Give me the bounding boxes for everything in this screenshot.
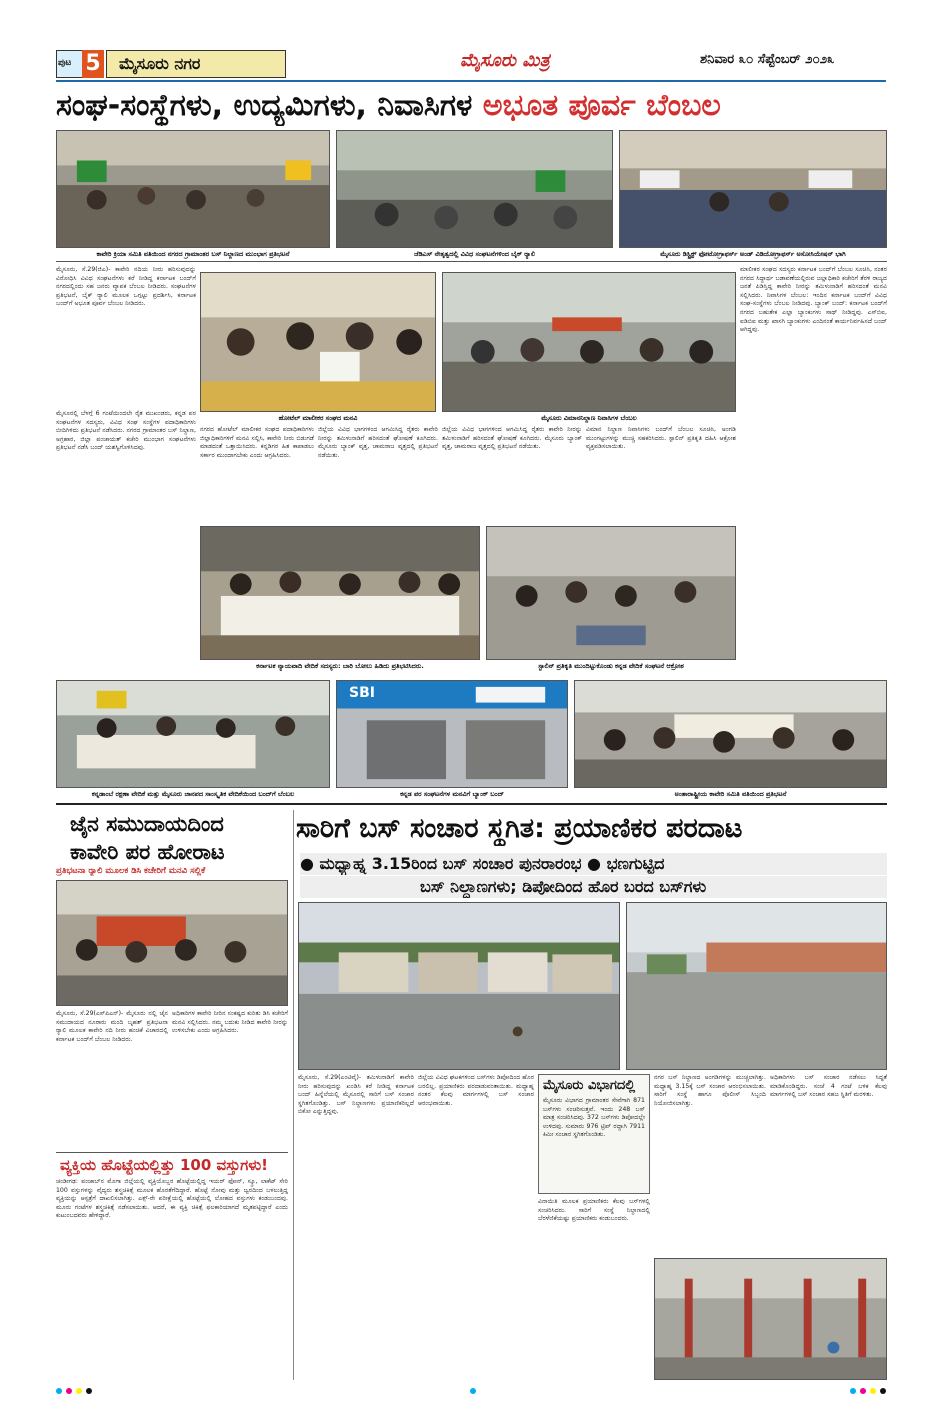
- bus-story-body-2: ಜಿಲ್ಲೆಯ ವಿವಿಧ ಘಟಕಗಳಿಂದ ಬಸ್‌ಗಳು ಡಿಪೋದಿಂದ ಹೊರ ಬರಲಿಲ್ಲ. ಪ್ರಯಾಣಿಕರು ಪರದಾಡುವಂತಾಯಿತು. ಮಧ್ಯಾಹ್ನ ನಂತರ ಕೆಲವು ಮಾರ್ಗಗಳಲ್ಲಿ ಬಸ್ ಸಂಚಾರ ಆರಂಭವಾಯಿತು.: [418, 1074, 534, 1107]
- article-col5-text: ಮಾಲೀಕರ ಸಂಘದ ಸದಸ್ಯರು ಕರ್ನಾಟಕ ಬಂದ್‌ಗೆ ಬೆಂಬಲ ಸೂಚಿಸಿ, ನಂತರ ನಗರದ ಸಿದ್ಧಾರ್ಥ ಬಡಾವಣೆಯಲ್ಲಿರುವ ಜಲ್ಲಾಧಿಕಾರಿ ಕಚೇರಿಗೆ ತೆರಳಿ ರಾಜ್ಯದ ಜನತೆ ಪಿಡಿಸ್ತಿದ್ದ ಕಾವೇರಿ ನೀರನ್ನು ತಮಿಳುನಾಡಿಗೆ ಹರಿಸದಂತೆ ಮನವಿ ಸಲ್ಲಿಸಿದರು. ನಿವಾಸಿಗಳ ಬೆಂಬಲ: ಇಂದಿನ ಕರ್ನಾಟಕ ಬಂದ್‌ಗೆ ವಿವಿಧ ಸಂಘ-ಸಂಸ್ಥೆಗಳು ಬೆಂಬಲ ನೀಡಿದವು. ಬ್ಯಾಂಕ್ ಬಂದ್: ಕರ್ನಾಟಕ ಬಂದ್‌ಗೆ ನಗರದ ಬಹುತೇಕ ಎಲ್ಲಾ ಬ್ಯಾಂಕುಗಳು ಸಾಥ್ ನೀಡಿದ್ದವು. ಎಸ್‌ಬಿಐ, ಐಡಿಬಿಐ ಮತ್ತು ಖಾಸಗಿ ಬ್ಯಾಂಕುಗಳು ಎಂದಿನಂತೆ ಕಾರ್ಯನಿರ್ವಹಿಸದೆ ಬಂದ್ ಆಗಿದ್ದವು.: [740, 266, 887, 334]
- bus-story-body-3: ವಿನಾಯಿತಿ ಮೂಲಕ ಪ್ರಯಾಣಿಕರು ಕೆಲವು ಬಸ್‌ಗಳಲ್ಲಿ ಸಂಚರಿಸಿದರು. ಸಾರಿಗೆ ಸಂಸ್ಥೆ ನಿಲ್ದಾಣದಲ್ಲಿ ಬೆರಳೆಣಿಕೆಯಷ್ಟು ಪ್ರಯಾಣಿಕರು ಕಂಡುಬಂದರು.: [538, 1198, 650, 1223]
- photo-lawyers-forum: [200, 526, 480, 660]
- registration-mark-cyan: [56, 1388, 62, 1394]
- article-col2-text: ನಗರದ ಹೋಟೆಲ್ ಮಾಲೀಕರ ಸಂಘದ ಪದಾಧಿಕಾರಿಗಳು ಜಿಲ್ಲಾಧಿಕಾರಿಗಳಿಗೆ ಮನವಿ ಸಲ್ಲಿಸಿ, ಕಾವೇರಿ ನೀರು ಬಿಡುಗಡೆ ಮಾಡದಂತೆ ಒತ್ತಾಯಿಸಿದರು. ಕನ್ನಡಿಗರ ಹಿತ ಕಾಪಾಡಲು ಸರ್ಕಾರ ಮುಂದಾಗಬೇಕು ಎಂದು ಆಗ್ರಹಿಸಿದರು.: [200, 426, 314, 459]
- main-headline-part2: ಅಭೂತ ಪೂರ್ವ ಬೆಂಬಲ: [482, 88, 721, 123]
- registration-mark-cyan-center: [470, 1388, 476, 1394]
- article-col4-text: ವಿಮಾನ ನಿಲ್ದಾಣ ನಿವಾಸಿಗಳು ಬಂದ್‌ಗೆ ಬೆಂಬಲ ಸೂಚಿಸಿ, ಅಂಗಡಿ ಮುಂಗಟ್ಟುಗಳನ್ನು ಮುಚ್ಚಿ ಸಹಕರಿಸಿದರು. ಸ್ಟಾಲಿನ್ ಪ್ರತಿಕೃತಿ ದಹಿಸಿ ಆಕ್ರೋಶ ವ್ಯಕ್ತಪಡಿಸಲಾಯಿತು.: [586, 426, 736, 451]
- photo-protest-bus-stand: [56, 130, 330, 248]
- bus-story-headline: ಸಾರಿಗೆ ಬಸ್ ಸಂಚಾರ ಸ್ಥಗಿತ: ಪ್ರಯಾಣಿಕರ ಪರದಾಟ: [296, 813, 743, 844]
- jain-story-body-1: ಮೈಸೂರು, ಸೆ.29(ಎಸ್‌ಪಿಎನ್)- ಮೈಸೂರು ನಲ್ಲಿ ಜೈನ ಸಮುದಾಯದ ನೂರಾರು ಮಂದಿ ಬೃಹತ್ ಪ್ರತಿಭಟನಾ ರ್‍ಯಾಲಿ ಮೂಲಕ ಕಾವೇರಿ ನದಿ ನೀರು ಹಂಚಿಕೆ ವಿಚಾರದಲ್ಲಿ ಕರ್ನಾಟಕ ಬಂದ್‌ಗೆ ಬೆಂಬಲ ನೀಡಿದರು.: [56, 1010, 168, 1043]
- division-stats-title: ಮೈಸೂರು ವಿಭಾಗದಲ್ಲಿ: [543, 1078, 636, 1093]
- caption-bike-rally: ಜೆಡಿಎಸ್ ನೇತೃತ್ವದಲ್ಲಿ ವಿವಿಧ ಸಂಘಟನೆಗಳಿಂದ ಬೈಕ್ ರ್‍ಯಾಲಿ: [413, 250, 536, 258]
- issue-date: ಶನಿವಾರ ೩೦ ಸೆಪ್ಟೆಂಬರ್ ೨೦೨೩: [700, 52, 835, 67]
- photo-sbi-bank-closed: [336, 680, 568, 788]
- article-col3b-text: ಜಿಲ್ಲೆಯ ವಿವಿಧ ಭಾಗಗಳಿಂದ ಆಗಮಿಸಿದ್ದ ರೈತರು ಕಾವೇರಿ ನೀರನ್ನು ತಮಿಳುನಾಡಿಗೆ ಹರಿಸದಂತೆ ಘೋಷಣೆ ಕೂಗಿದರು. ಮೈಸೂರು ಬ್ಯಾಂಕ್ ವೃತ್ತ, ಚಾಮರಾಜ ವೃತ್ತದಲ್ಲಿ ಪ್ರತಿಭಟನೆ ನಡೆಯಿತು.: [442, 426, 582, 451]
- article-col1-text: ಮೈಸೂರಲ್ಲಿ ಬೆಳಗ್ಗೆ 6 ಗಂಟೆಯಿಂದಲೇ ರೈತ ಮುಖಂಡರು, ಕನ್ನಡ ಪರ ಸಂಘಟನೆಗಳ ಸದಸ್ಯರು, ವಿವಿಧ ಸಂಘ ಸಂಸ್ಥೆಗಳ ಪದಾಧಿಕಾರಿಗಳು ಬೀದಿಗಿಳಿದು ಪ್ರತಿಭಟನೆ ನಡೆಸಿದರು. ನಗರದ ಗ್ರಾಮಾಂತರ ಬಸ್ ನಿಲ್ದಾಣ, ಅಗ್ರಹಾರ, ಜಿಲ್ಲಾ ಪಂಚಾಯತ್ ಕಚೇರಿ ಮುಂಭಾಗ ಸಂಘಟನೆಗಳು ಪ್ರತಿಭಟನೆ ನಡೆಸಿ ಬಂದ್ ಯಶಸ್ವಿಗೊಳಿಸಿದವು.: [56, 410, 196, 452]
- registration-mark-cyan-right: [850, 1388, 856, 1394]
- division-stats-body: ಮೈಸೂರು ವಿಭಾಗದ ಗ್ರಾಮಾಂತರ ಸೇವೆಗಾಗಿ 871 ಬಸ್‌ಗಳು ಸಂಚರಿಸುತ್ತವೆ. ಇಂದು 248 ಬಸ್ ಮಾತ್ರ ಸಂಚರಿಸಿದವು. 372 ಬಸ್‌ಗಳು ಡಿಪೋದಲ್ಲೇ ಉಳಿದವು. ಸುಮಾರು 976 ಟ್ರಿಪ್ ರದ್ದಾಗಿ 7911 ಕಿಮೀ ಸಂಚಾರ ಸ್ಥಗಿತಗೊಂಡಿತು.: [543, 1097, 645, 1139]
- article-intro-text: ಮೈಸೂರು, ಸೆ.29(ಜಿಎ)- ಕಾವೇರಿ ನದಿಯ ನೀರು ಹರಿಸುವುದನ್ನು ವಿರೋಧಿಸಿ ವಿವಿಧ ಸಂಘಟನೆಗಳು ಕರೆ ನೀಡಿದ್ದ ಕರ್ನಾಟಕ ಬಂದ್‌ಗೆ ನಗರದಲ್ಲಿಂದು ಸಹ ಜನರು ವ್ಯಾಪಕ ಬೆಂಬಲ ನೀಡಿದರು. ಸಂಘಟನೆಗಳ ಪ್ರತಿಭಟನೆ, ಬೈಕ್ ರ್‍ಯಾಲಿ ಮೂಲಕ ಒಗ್ಗಟ್ಟು ಪ್ರದರ್ಶಿಸಿ, ಕರ್ನಾಟಕ ಬಂದ್‌ಗೆ ಅಭೂತ ಪೂರ್ವ ಬೆಂಬಲ ನೀಡಿದರು.: [56, 266, 196, 308]
- caption-kannadambe-forum: ಕನ್ನಡಾಂಬೆ ರಕ್ಷಣಾ ವೇದಿಕೆ ಮತ್ತು ಮೈಸೂರು ಜಾನಪದ ಸಾಂಸ್ಕೃತಿಕ ವೇದಿಕೆಯಿಂದ ಬಂದ್‌ಗೆ ಬೆಂಬಲ: [91, 790, 295, 798]
- sbi-sign: SBI: [349, 685, 375, 701]
- main-headline-part1: ಸಂಘ-ಸಂಸ್ಥೆಗಳು, ಉದ್ಯಮಿಗಳು, ನಿವಾಸಿಗಳ: [56, 88, 473, 123]
- caption-hotel-owners: ಹೋಟೆಲ್ ಮಾಲೀಕರ ಸಂಘದ ಮನವಿ: [278, 414, 358, 422]
- registration-mark-black-right: [880, 1388, 886, 1394]
- page-label: ಪುಟ: [58, 58, 72, 68]
- photo-photographers-association: [619, 130, 887, 248]
- caption-airport-residents: ಮೈಸೂರು ವಿಮಾನನಿಲ್ದಾಣ ನಿವಾಸಿಗಳ ಬೆಂಬಲ: [541, 414, 637, 422]
- registration-mark-magenta: [66, 1388, 72, 1394]
- division-stats-box: [538, 1074, 650, 1194]
- photo-jain-rally: [56, 880, 288, 1006]
- sidebar-title: ವ್ಯಕ್ತಿಯ ಹೊಟ್ಟೆಯಲ್ಲಿತ್ತು 100 ವಸ್ತುಗಳು!: [60, 1156, 269, 1174]
- caption-photographers: ಮೈಸೂರು ಡಿಸ್ಟ್ರಿಕ್ಟ್ ಫೋಟೋಗ್ರಾಫರ್ಸ್ ಅಂಡ್ ವಿಡಿಯೋಗ್ರಾಫರ್ಸ್ ಅಸೋಸಿಯೇಷನ್ ಭಾಗಿ: [660, 250, 846, 258]
- photo-empty-bus-terminal: [626, 902, 887, 1070]
- bus-story-body-1: ಮೈಸೂರು, ಸೆ.29(ಎಂಟಿವೈ)- ತಮಿಳುನಾಡಿಗೆ ಕಾವೇರಿ ನೀರು ಹರಿಸುವುದನ್ನು ಖಂಡಿಸಿ ಕರೆ ನೀಡಿದ್ದ ಕರ್ನಾಟಕ ಬಂದ್ ಹಿನ್ನೆಲೆಯಲ್ಲಿ ಮೈಸೂರಲ್ಲಿ ಸಾರಿಗೆ ಬಸ್ ಸಂಚಾರ ಸ್ಥಗಿತಗೊಂಡಿತ್ತು. ಬಸ್ ನಿಲ್ದಾಣಗಳು ಪ್ರಯಾಣಿಕರಿಲ್ಲದೆ ಬಿಕೋ ಎನ್ನುತ್ತಿದ್ದವು.: [298, 1074, 414, 1116]
- section-title: ಮೈಸೂರು ನಗರ: [106, 50, 286, 78]
- jain-story-headline-2: ಕಾವೇರಿ ಪರ ಹೋರಾಟ: [70, 840, 225, 864]
- caption-international-committee: ಅಂತಾರಾಷ್ಟ್ರೀಯ ಕಾವೇರಿ ಸಮಿತಿ ವತಿಯಿಂದ ಪ್ರತಿಭಟನೆ: [674, 790, 787, 798]
- caption-bus-stand-protest: ಕಾವೇರಿ ಕ್ರಿಯಾ ಸಮಿತಿ ವತಿಯಿಂದ ನಗರದ ಗ್ರಾಮಾಂತರ ಬಸ್ ನಿಲ್ದಾಣದ ಮುಂಭಾಗ ಪ್ರತಿಭಟನೆ: [96, 250, 290, 258]
- bus-story-body-5: ಅಧಿಕಾರಿಗಳು ಬಸ್ ಸಂಚಾರ ನಡೆಸಲು ಸಿದ್ಧತೆ ಮಾಡಿಕೊಂಡಿದ್ದರು. ಸಂಜೆ 4 ಗಂಟೆ ಬಳಿಕ ಕೆಲವು ಮಾರ್ಗಗಳಲ್ಲಿ ಬಸ್ ಸಂಚಾರ ಸಹಜ ಸ್ಥಿತಿಗೆ ಮರಳಿತು.: [770, 1074, 887, 1099]
- jain-story-body-2: ಅಧಿಕಾರಿಗಳ ಕಾವೇರಿ ನೀರಿನ ಸಂಕಷ್ಟದ ಕುರಿತು ಡಿಸಿ ಕಚೇರಿಗೆ ಮನವಿ ಸಲ್ಲಿಸಿದರು. ನಮ್ಮ ಬದುಕು ನೀಡಿದ ಕಾವೇರಿ ನೀರನ್ನು ಉಳಿಸಬೇಕು ಎಂದು ಆಗ್ರಹಿಸಿದರು.: [172, 1010, 288, 1035]
- photo-international-cauvery-committee: [574, 680, 887, 788]
- photo-kannadambe-forum: [56, 680, 330, 788]
- photo-bike-rally: [336, 130, 613, 248]
- registration-mark-magenta-right: [860, 1388, 866, 1394]
- bus-story-body-4: ನಗರ ಬಸ್ ನಿಲ್ದಾಣದ ಅಂಗಡಿಗಳನ್ನು ಮುಚ್ಚಲಾಗಿತ್ತು. ಮಧ್ಯಾಹ್ನ 3.15ಕ್ಕೆ ಬಸ್ ಸಂಚಾರ ಆರಂಭಿಸಲಾಯಿತು. ಸಾರಿಗೆ ಸಂಸ್ಥೆ ಹಾಗೂ ಪೊಲೀಸ್ ಸಿಬ್ಬಂದಿ ನಿಯೋಜಿಸಲಾಗಿತ್ತು.: [654, 1074, 766, 1107]
- masthead-rule: [56, 80, 886, 82]
- main-headline: [56, 86, 886, 126]
- registration-mark-yellow-right: [870, 1388, 876, 1394]
- registration-mark-black: [86, 1388, 92, 1394]
- paper-title: ಮೈಸೂರು ಮಿತ್ರ: [460, 50, 550, 71]
- column-divider: [293, 810, 294, 1380]
- caption-stalin-effigy: ಸ್ಟಾಲಿನ್ ಪ್ರತಿಕೃತಿ ಮುಂದಿಟ್ಟುಕೊಂಡು ಕನ್ನಡ ವೇದಿಕೆ ಸಂಘಟನೆ ಆಕ್ರೋಶ: [538, 662, 684, 670]
- jain-story-headline-1: ಜೈನ ಸಮುದಾಯದಿಂದ: [70, 812, 224, 836]
- photo-hotel-owners-memo: [200, 272, 436, 412]
- section-rule: [56, 261, 887, 262]
- page-number: 5: [82, 50, 104, 78]
- registration-mark-yellow: [76, 1388, 82, 1394]
- bus-story-subhead-1: ● ಮಧ್ಯಾಹ್ನ 3.15ರಿಂದ ಬಸ್ ಸಂಚಾರ ಪುನರಾರಂಭ ● ಭಣಗುಟ್ಟಿದ: [300, 853, 887, 875]
- article-col3-text: ಜಿಲ್ಲೆಯ ವಿವಿಧ ಭಾಗಗಳಿಂದ ಆಗಮಿಸಿದ್ದ ರೈತರು ಕಾವೇರಿ ನೀರನ್ನು ತಮಿಳುನಾಡಿಗೆ ಹರಿಸದಂತೆ ಘೋಷಣೆ ಕೂಗಿದರು. ಮೈಸೂರು ಬ್ಯಾಂಕ್ ವೃತ್ತ, ಚಾಮರಾಜ ವೃತ್ತದಲ್ಲಿ ಪ್ರತಿಭಟನೆ ನಡೆಯಿತು.: [318, 426, 438, 459]
- caption-lawyers-forum: ಕರ್ನಾಟಕ ನ್ಯಾಯವಾದಿ ವೇದಿಕೆ ಸದಸ್ಯರು: ಬಾರಿ ಬೋಲು ಹಿಡಿದು ಪ್ರತಿಭಟಿಸಿದರು.: [256, 662, 424, 670]
- sidebar-body: ಚಂಡೀಗಢ: ಪಂಜಾಬ್‌ನ ಮೊಗಾ ಜಿಲ್ಲೆಯಲ್ಲಿ ವ್ಯಕ್ತಿಯೊಬ್ಬರ ಹೊಟ್ಟೆಯಲ್ಲಿದ್ದ ಇಯರ್ ಫೋನ್, ಸ್ಕ್ರೂ, ಲಾಕೆಟ್ ಸೇರಿ 100 ವಸ್ತುಗಳನ್ನು ವೈದ್ಯರು ಶಸ್ತ್ರಚಿಕಿತ್ಸೆ ಮೂಲಕ ಹೊರತೆಗೆದಿದ್ದಾರೆ. ಹೊಟ್ಟೆ ನೋವು ಮತ್ತು ಜ್ವರದಿಂದ ಬಳಲುತ್ತಿದ್ದ ವ್ಯಕ್ತಿಯನ್ನು ಆಸ್ಪತ್ರೆಗೆ ದಾಖಲಿಸಲಾಗಿತ್ತು. ಎಕ್ಸ್-ರೇ ಪರೀಕ್ಷೆಯಲ್ಲಿ ಹೊಟ್ಟೆಯಲ್ಲಿ ಲೋಹದ ವಸ್ತುಗಳು ಕಂಡುಬಂದವು. ಮೂರು ಗಂಟೆಗಳ ಶಸ್ತ್ರಚಿಕಿತ್ಸೆ ನಡೆಸಲಾಯಿತು. ಆದರೆ, ಈ ವ್ಯಕ್ತಿ ಚಿಕಿತ್ಸೆ ಫಲಕಾರಿಯಾಗದೆ ಮೃತಪಟ್ಟಿದ್ದಾರೆ ಎಂದು ಕುಟುಂಬದವರು ಹೇಳಿದ್ದಾರೆ.: [56, 1178, 288, 1220]
- photo-airport-residents: [442, 272, 736, 412]
- photo-deserted-platform: [654, 1258, 887, 1380]
- photo-stalin-effigy: [486, 526, 736, 660]
- section-divider: [56, 803, 887, 805]
- jain-story-subhead: ಪ್ರತಿಭಟನಾ ರ್‍ಯಾಲಿ ಮೂಲಕ ಡಿಸಿ ಕಚೇರಿಗೆ ಮನವಿ ಸಲ್ಲಿಕೆ: [56, 866, 206, 876]
- sidebar-rule: [56, 1152, 288, 1153]
- bus-story-subhead-2: ಬಸ್ ನಿಲ್ದಾಣಗಳು; ಡಿಪೋದಿಂದ ಹೊರ ಬರದ ಬಸ್‌ಗಳು: [300, 876, 887, 898]
- caption-sbi-bank: ಕನ್ನಡ ಪರ ಸಂಘಟನೆಗಳ ಮನವಿಗೆ ಬ್ಯಾಂಕ್ ಬಂದ್: [400, 790, 504, 798]
- photo-empty-bus-stand: [298, 902, 620, 1070]
